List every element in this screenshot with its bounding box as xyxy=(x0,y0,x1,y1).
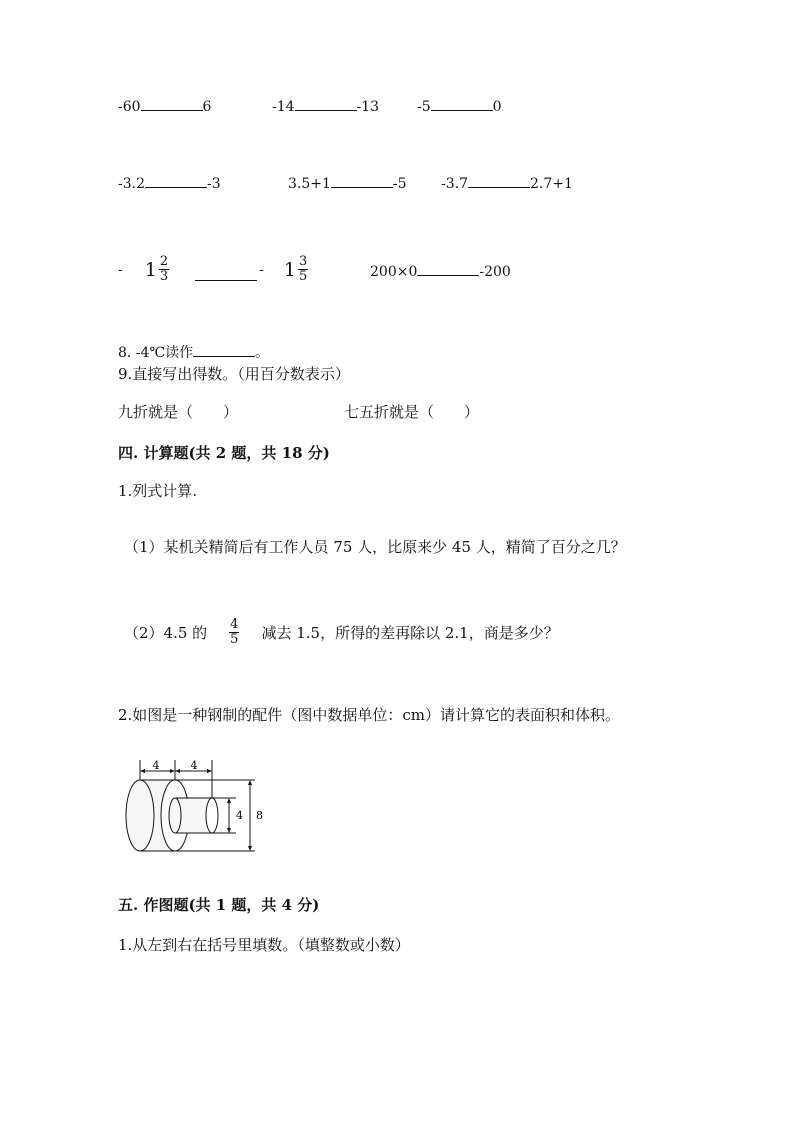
answer-blank[interactable] xyxy=(193,344,255,357)
section-4-heading: 四. 计算题(共 2 题，共 18 分) xyxy=(118,444,330,462)
mixed-fraction: 1 $\frac{2}{3}$ xyxy=(144,254,169,284)
question-9a: 九折就是（ ） xyxy=(118,403,239,421)
answer-blank[interactable] xyxy=(468,175,530,188)
answer-blank[interactable] xyxy=(195,268,257,281)
section-4-q2-title: 2.如图是一种钢制的配件（图中数据单位：cm）请计算它的表面积和体积。 xyxy=(118,706,620,724)
dimension-label-outer-diameter: 8 xyxy=(256,809,263,822)
steel-part-figure xyxy=(118,755,278,860)
dimension-label-length-1: 4 xyxy=(152,759,160,772)
section-4-q1-part1: （1）某机关精简后有工作人员 75 人，比原来少 45 人，精简了百分之几？ xyxy=(124,538,626,556)
answer-blank[interactable] xyxy=(417,263,479,276)
compare-item-4: -3.2 -3 xyxy=(118,176,221,192)
compare-item-8: 200×0 -200 xyxy=(370,264,511,280)
dimension-label-length-2: 4 xyxy=(190,759,198,772)
question-8: 8. -4℃读作 。 xyxy=(118,345,270,361)
answer-blank[interactable] xyxy=(145,175,207,188)
compare-item-7: - 1 $\frac{2}{3}$ - 1 $\frac{3}{5}$ xyxy=(118,254,308,284)
dimension-label-inner-diameter: 4 xyxy=(236,809,243,822)
compare-item-6: -3.7 2.7+1 xyxy=(441,176,573,192)
compare-item-2: -14 -13 xyxy=(272,99,380,115)
section-5-q1-title: 1.从左到右在括号里填数。（填整数或小数） xyxy=(118,936,410,954)
fraction: $\frac{4}{5}$ xyxy=(230,617,239,647)
mixed-fraction: 1 $\frac{3}{5}$ xyxy=(283,254,308,284)
answer-blank[interactable] xyxy=(141,98,203,111)
compare-item-3: -5 0 xyxy=(417,99,502,115)
answer-blank[interactable] xyxy=(431,98,493,111)
section-4-q1-title: 1.列式计算. xyxy=(118,482,198,500)
section-5-heading: 五. 作图题(共 1 题，共 4 分) xyxy=(118,896,320,914)
question-9-title: 9.直接写出得数。（用百分数表示） xyxy=(118,365,350,383)
compare-item-5: 3.5+1 -5 xyxy=(288,176,407,192)
section-4-q1-part2: （2）4.5 的 $\frac{4}{5}$ 减去 1.5，所得的差再除以 2.1，商是多少？ xyxy=(124,617,559,647)
answer-blank[interactable] xyxy=(295,98,357,111)
question-9b: 七五折就是（ ） xyxy=(344,403,480,421)
compare-item-1: -60 6 xyxy=(118,99,212,115)
answer-blank[interactable] xyxy=(331,175,393,188)
